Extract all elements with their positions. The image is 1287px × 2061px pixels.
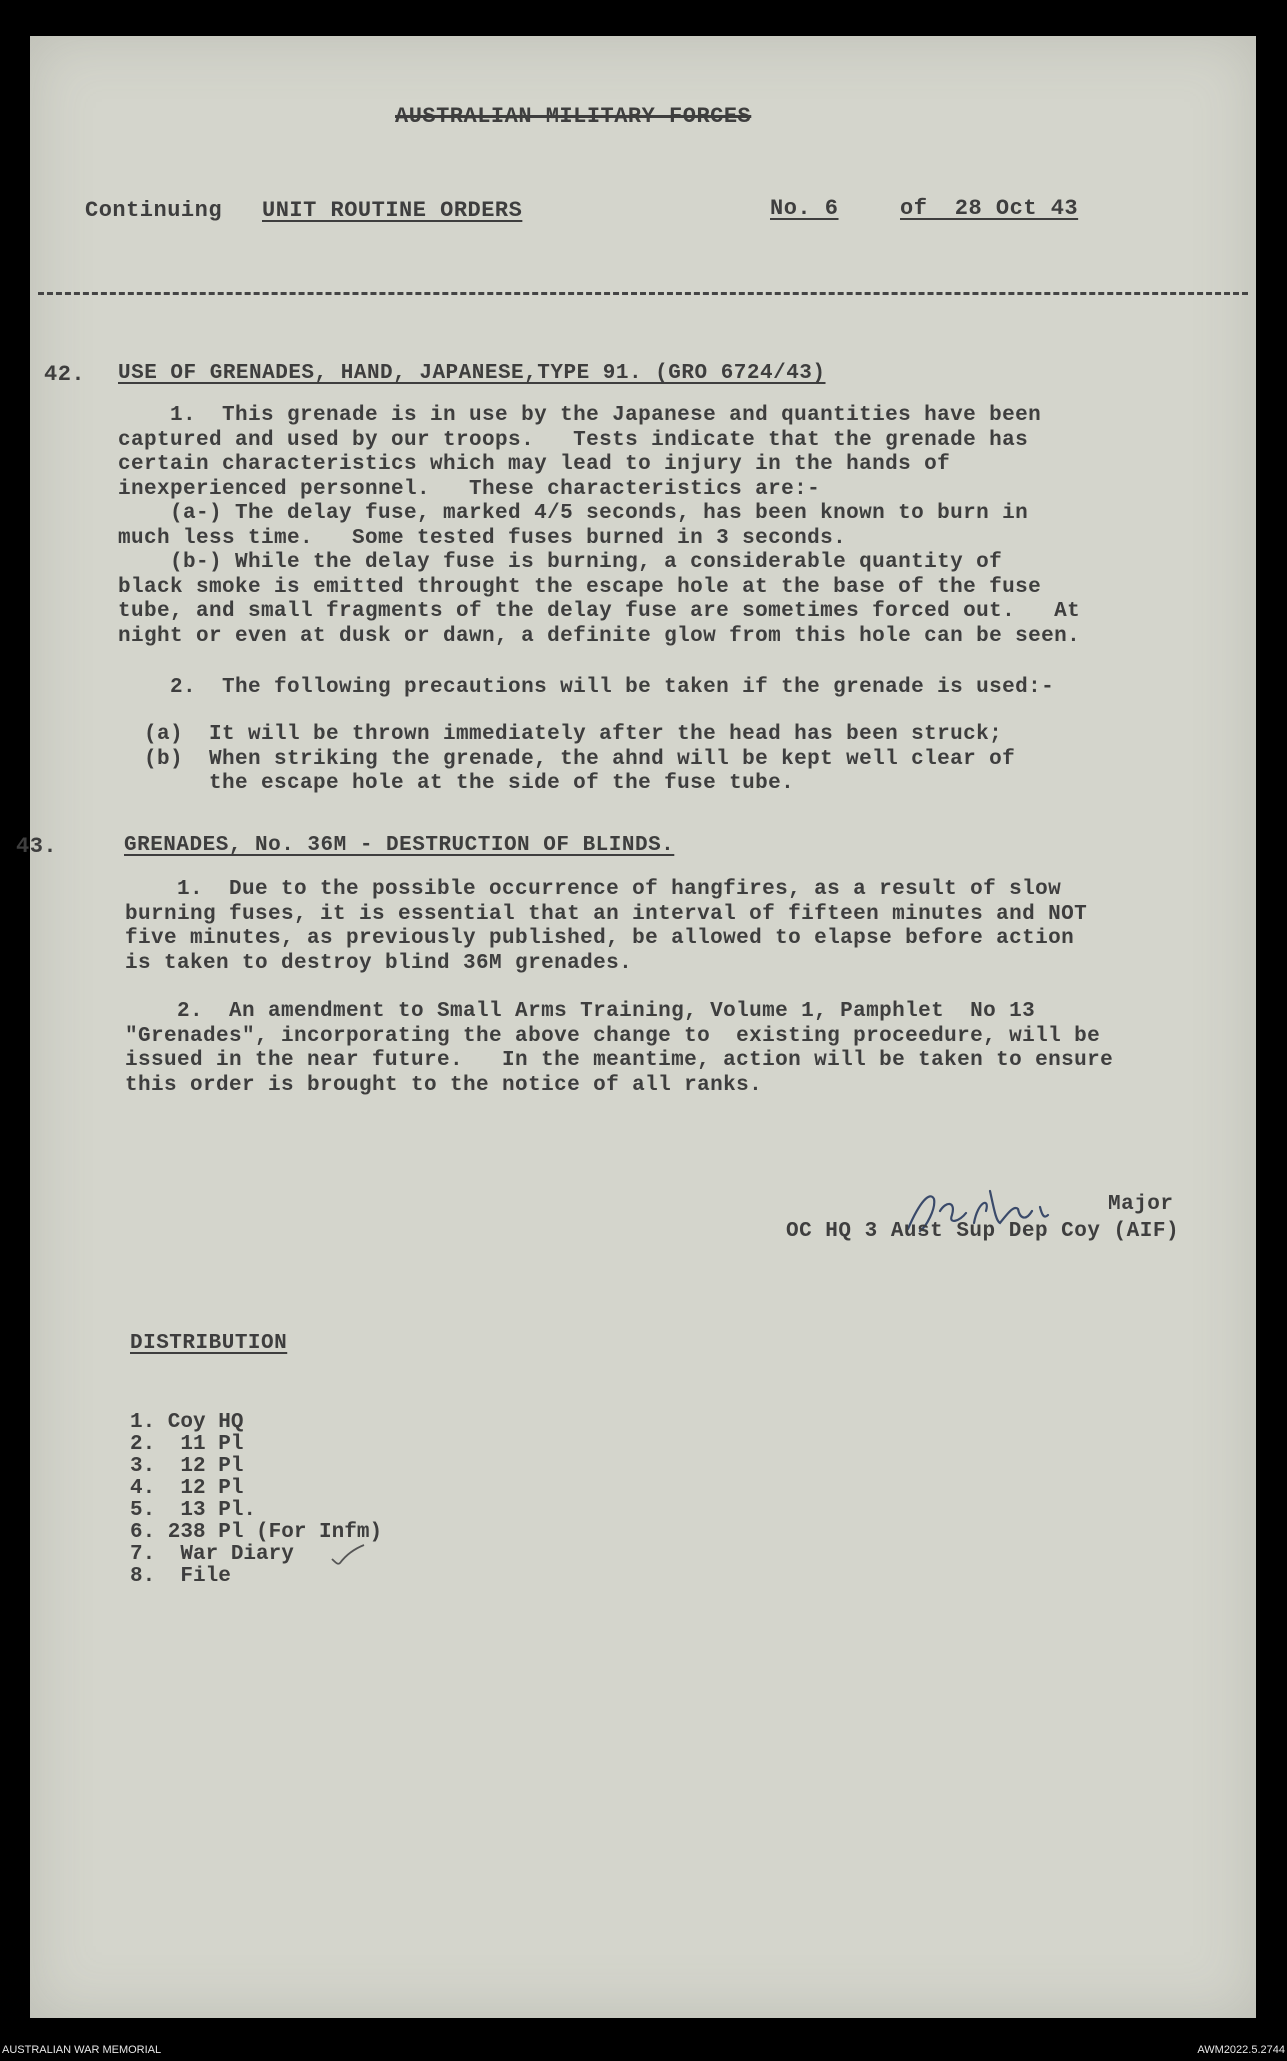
footer-left: AUSTRALIAN WAR MEMORIAL [2,2044,162,2056]
item-43-heading: GRENADES, No. 36M - DESTRUCTION OF BLINDS. [124,834,675,857]
orders-prefix: Continuing [85,198,223,223]
distribution-item: 7. War Diary [130,1543,294,1566]
distribution-item: 3. 12 Pl [130,1455,244,1478]
item-42-para-3: (a) It will be thrown immediately after the head has been struck; (b) When striking the grenade, the ahnd will be kept well clear of the escape hole at the side of the fuse tube. [144,723,1016,795]
distribution-heading: DISTRIBUTION [130,1332,288,1355]
item-43-number: 43. [16,834,58,859]
footer-right: AWM2022.5.2744 [1197,2044,1285,2056]
orders-date: of 28 Oct 43 [900,196,1079,221]
item-42-para-2: 2. The following precautions will be taken if the grenade is used:- [118,676,1055,699]
item-43-para-2: 2. An amendment to Small Arms Training, Volume 1, Pamphlet No 13 "Grenades", incorporating the above change to existing proceedure, will be issued in the near future. In the meantime, action will be taken to ensure this order is brought to the notice of all ranks. [125,1000,1114,1097]
item-43-para-1: 1. Due to the possible occurrence of hangfires, as a result of slow burning fuses, it is essential that an interval of fifteen minutes and NOT five minutes, as previously published, be allowed to elapse before action is taken to destroy blind 36M grenades. [125,878,1088,975]
signature-rank: Major [1108,1193,1174,1216]
tick-mark [328,1541,368,1571]
distribution-item: 6. 238 Pl (For Infm) [130,1521,383,1544]
distribution-item: 8. File [130,1565,231,1588]
org-heading: AUSTRALIAN MILITARY FORCES [395,104,752,129]
item-42-para-1: 1. This grenade is in use by the Japanese and quantities have been captured and used by our troops. Tests indicate that the grenade has certain characteristics which may lead to injury in the hands of inexperienced personnel. These characteristics are:- (a-) The delay fuse, marked 4/5 seconds, has been known to burn in much less time. Some tested fuses burned in 3 seconds. (b-) While the delay fuse is burning, a considerable quantity of black smoke is emitted throught the escape hole at the base of the fuse tube, and small fragments of the delay fuse are sometimes forced out. At night or even at dusk or dawn, a definite glow from this hole can be seen. [118,404,1081,648]
distribution-item: 1. Coy HQ [130,1411,244,1434]
item-42-number: 42. [44,362,86,387]
distribution-item: 5. 13 Pl. [130,1499,257,1522]
orders-number: No. 6 [770,196,839,221]
document-page [16,36,1256,2018]
orders-title: UNIT ROUTINE ORDERS [262,198,523,223]
item-42-heading: USE OF GRENADES, HAND, JAPANESE,TYPE 91. (GRO 6724/43) [118,362,826,385]
distribution-item: 4. 12 Pl [130,1477,244,1500]
signature-unit: OC HQ 3 Aust Sup Dep Coy (AIF) [786,1220,1180,1243]
header-divider [38,292,1248,295]
distribution-item: 2. 11 Pl [130,1433,244,1456]
